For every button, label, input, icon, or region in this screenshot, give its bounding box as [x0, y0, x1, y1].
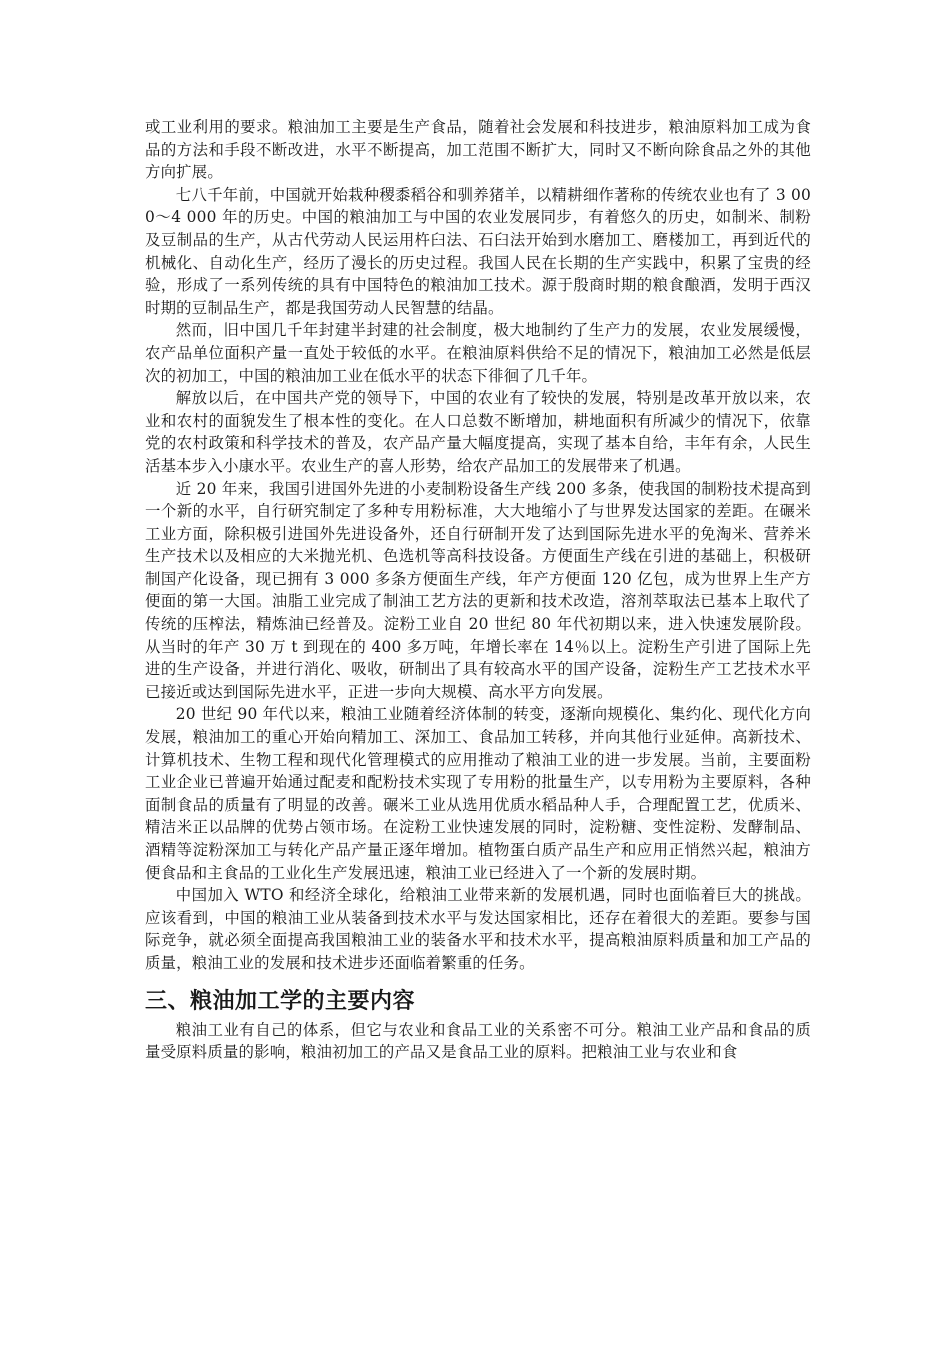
paragraph-1990s: 20 世纪 90 年代以来，粮油工业随着经济体制的转变，逐渐向规模化、集约化、现代化方向发展，粮油加工的重心开始向精加工、深加工、食品加工转移，并向其他行业延伸。高新技术、计算机技术、生物工程和现代化管理模式的应用推动了粮油工业的进一步发展。当前，主要面粉工业企业已普遍开始通过配麦和配粉技术实现了专用粉的批量生产，以专用粉为主要原料，各种面制食品的质量有了明显的改善。碾米工业从选用优质水稻品种人手，合理配置工艺，优质米、精洁米正以品牌的优势占领市场。在淀粉工业快速发展的同时，淀粉糖、变性淀粉、发酵制品、酒精等淀粉深加工与转化产品产量正逐年增加。植物蛋白质产品生产和应用正悄然兴起，粮油方便食品和主食品的工业化生产发展迅速，粮油工业已经进入了一个新的发展时期。	[145, 705, 811, 882]
paragraph-continued: 或工业利用的要求。粮油加工主要是生产食品，随着社会发展和科技进步，粮油原料加工成为食品的方法和手段不断改进，水平不断提高，加工范围不断扩大，同时又不断向除食品之外的其他方向扩展。	[145, 118, 811, 182]
paragraph-after-liberation: 解放以后，在中国共产党的领导下，中国的农业有了较快的发展，特别是改革开放以来，农业和农村的面貌发生了根本性的变化。在人口总数不断增加，耕地面积有所减少的情况下，依靠党的农村政策和科学技术的普及，农产品产量大幅度提高，实现了基本自给，丰年有余，人民生活基本步入小康水平。农业生产的喜人形势，给农产品加工的发展带来了机遇。	[145, 389, 811, 475]
paragraph-history: 七八千年前，中国就开始栽种稷黍稻谷和驯养猪羊，以精耕细作著称的传统农业也有了 3 000～4 000 年的历史。中国的粮油加工与中国的农业发展同步，有着悠久的历史，如制米、制粉及豆制品的生产，从古代劳动人民运用杵臼法、石臼法开始到水磨加工、磨楼加工，再到近代的机械化、自动化生产，经历了漫长的历史过程。我国人民在长期的生产实践中，积累了宝贵的经验，形成了一系列传统的具有中国特色的粮油加工技术。源于殷商时期的粮食酿酒，发明于西汉时期的豆制品生产，都是我国劳动人民智慧的结晶。	[145, 185, 811, 317]
paragraph-wto: 中国加入 WTO 和经济全球化，给粮油工业带来新的发展机遇，同时也面临着巨大的挑战。应该看到，中国的粮油工业从装备到技术水平与发达国家相比，还存在着很大的差距。要参与国际竞争，就必须全面提高我国粮油工业的装备水平和技术水平，提高粮油原料质量和加工产品的质量，粮油工业的发展和技术进步还面临着繁重的任务。	[145, 886, 811, 972]
section-heading: 三、粮油加工学的主要内容	[145, 988, 416, 1014]
paragraph-section-intro: 粮油工业有自己的体系，但它与农业和食品工业的关系密不可分。粮油工业产品和食品的质量受原料质量的影响，粮油初加工的产品又是食品工业的原料。把粮油工业与农业和食	[145, 1020, 811, 1062]
paragraph-recent-20-years: 近 20 年来，我国引进国外先进的小麦制粉设备生产线 200 多条，使我国的制粉技术提高到一个新的水平，自行研究制定了多种专用粉标准，大大地缩小了与世界发达国家的差距。在碾米工业方面，除积极引进国外先进设备外，还自行研制开发了达到国际先进水平的免淘米、营养米生产技术以及相应的大米抛光机、色选机等高科技设备。方便面生产线在引进的基础上，积极研制国产化设备，现已拥有 3 000 多条方便面生产线，年产方便面 120 亿包，成为世界上生产方便面的第一大国。油脂工业完成了制油工艺方法的更新和技术改造，溶剂萃取法已基本上取代了传统的压榨法，精炼油已经普及。淀粉工业自 20 世纪 80 年代初期以来，进入快速发展阶段。从当时的年产 30 万 t 到现在的 400 多万吨，年增长率在 14％以上。淀粉生产引进了国际上先进的生产设备，并进行消化、吸收，研制出了具有较高水平的国产设备，淀粉生产工艺技术水平已接近或达到国际先进水平，正进一步向大规模、高水平方向发展。	[145, 479, 811, 701]
paragraph-old-china: 然而，旧中国几千年封建半封建的社会制度，极大地制约了生产力的发展，农业发展缓慢，农产品单位面积产量一直处于较低的水平。在粮油原料供给不足的情况下，粮油加工必然是低层次的初加工，中国的粮油加工业在低水平的状态下徘徊了几千年。	[145, 321, 811, 385]
document-page	[145, 116, 811, 1064]
